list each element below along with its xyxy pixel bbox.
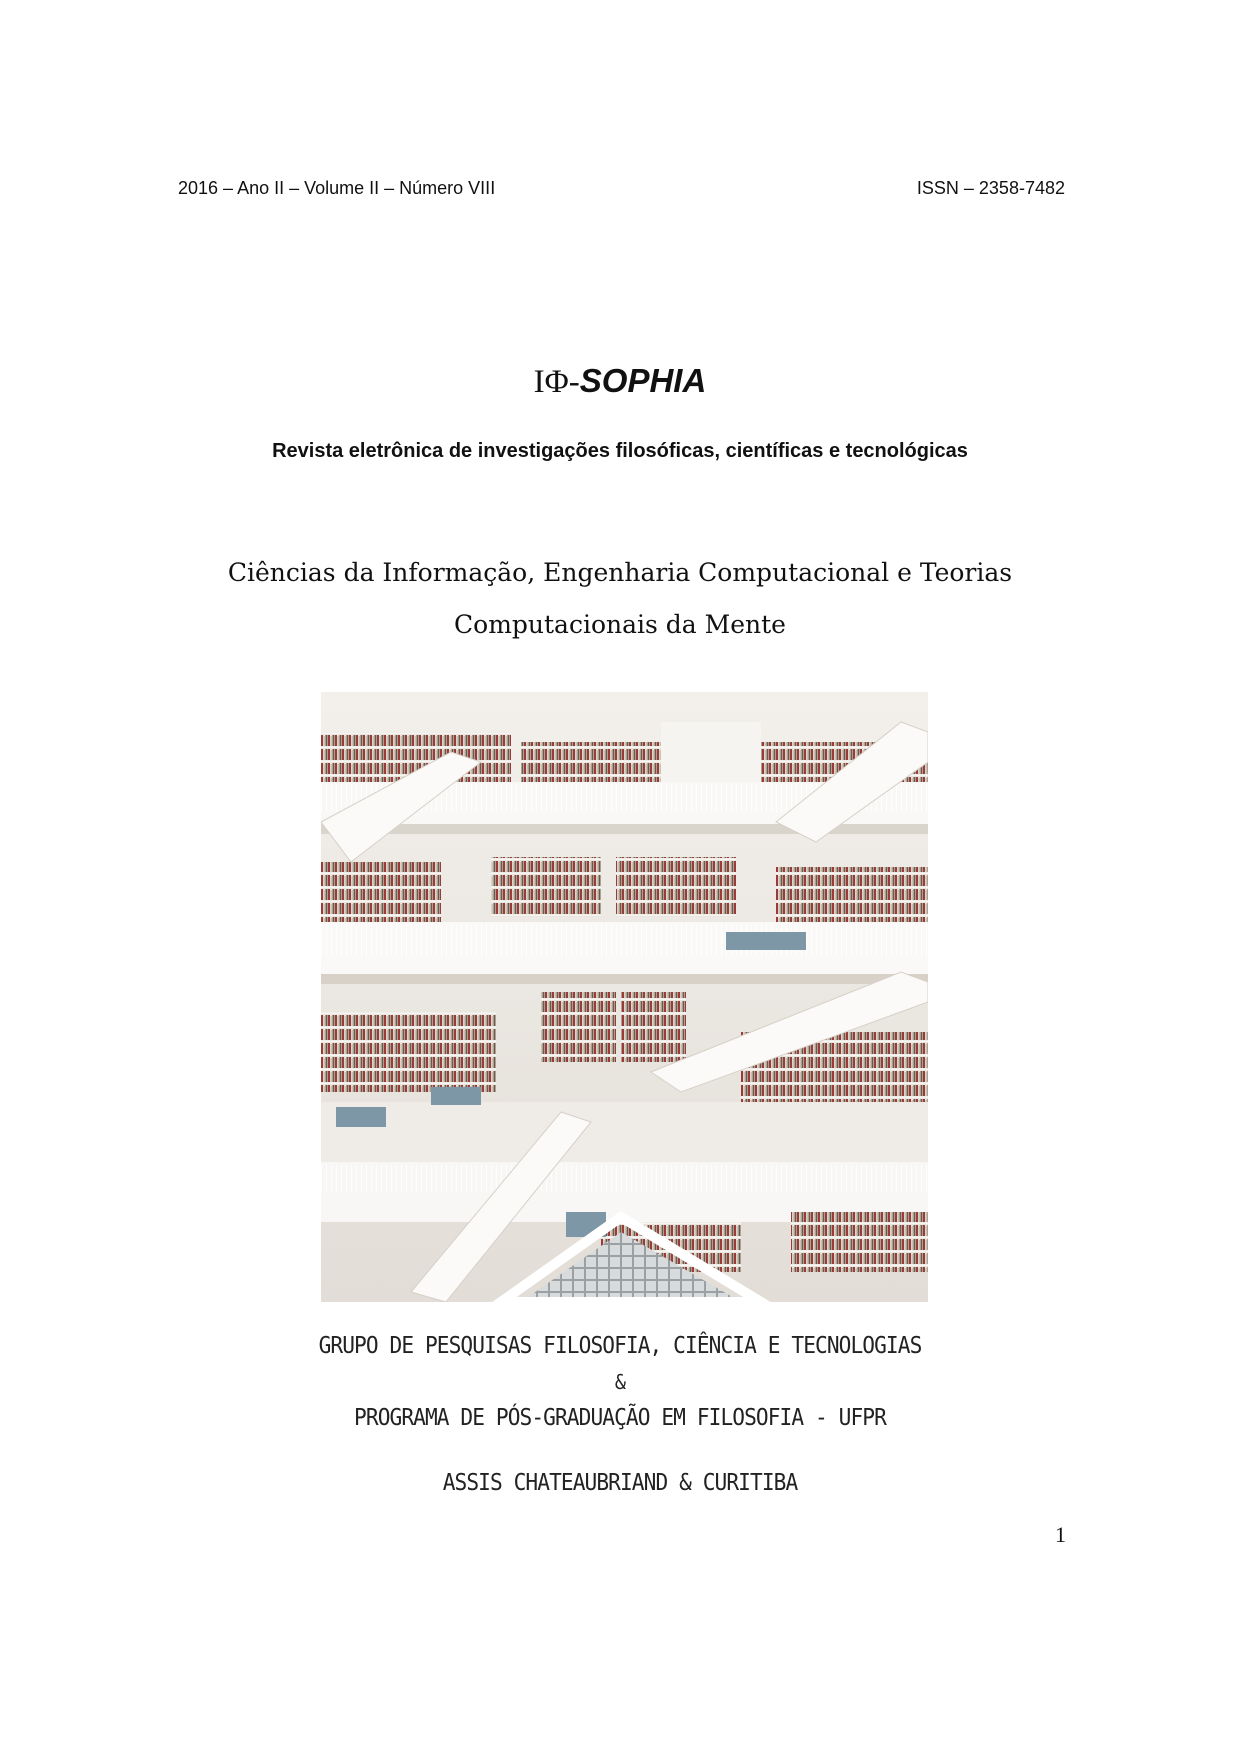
ampersand: & [614,1370,626,1394]
library-photo [321,692,928,1302]
journal-subtitle: Revista eletrônica de investigações filosóficas, científicas e tecnológicas [272,440,968,462]
page-number: 1 [1055,1522,1066,1547]
journal-title-prefix: IΦ- [533,364,580,400]
cities: ASSIS CHATEAUBRIAND & CURITIBA [442,1470,798,1496]
issue-theme-line-2: Computacionais da Mente [454,610,786,639]
research-group: GRUPO DE PESQUISAS FILOSOFIA, CIÊNCIA E TECNOLOGIAS [318,1333,922,1359]
graduate-program: PROGRAMA DE PÓS-GRADUAÇÃO EM FILOSOFIA - UFPR [354,1405,886,1431]
journal-title-name: SOPHIA [579,362,707,399]
issue-info: 2016 – Ano II – Volume II – Número VIII [178,178,496,198]
issue-theme-line-1: Ciências da Informação, Engenharia Computacional e Teorias [227,558,1013,587]
issn: ISSN – 2358-7482 [916,178,1065,198]
journal-title [0,362,1240,401]
